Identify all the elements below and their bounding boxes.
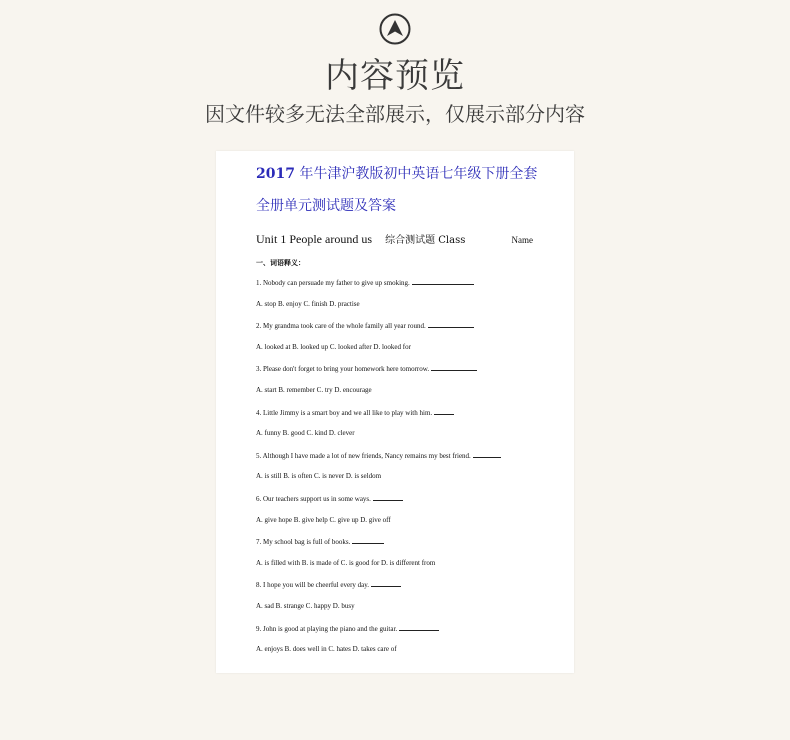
question-line bbox=[256, 321, 474, 330]
answer-options-line bbox=[256, 516, 391, 524]
page-title: 内容预览 bbox=[325, 56, 465, 96]
section-label: 一、词语释义： bbox=[256, 258, 305, 267]
unit-name-label: Name bbox=[511, 235, 534, 245]
document-heading-year: 2017 bbox=[256, 166, 295, 182]
question-line bbox=[256, 537, 384, 546]
page-subtitle: 因文件较多无法全部展示，仅展示部分内容 bbox=[205, 102, 585, 126]
up-arrow-circle-icon bbox=[379, 13, 411, 45]
question-text: 1. Nobody can persuade my father to give up smoking. bbox=[256, 279, 410, 287]
answer-options-text: A. sad B. strange C. happy D. busy bbox=[256, 602, 355, 610]
question-line bbox=[256, 364, 477, 373]
answer-options-line bbox=[256, 645, 397, 653]
answer-options-line bbox=[256, 386, 372, 394]
answer-options-text: A. give hope B. give help C. give up D. give off bbox=[256, 515, 391, 524]
question-text: 9. John is good at playing the piano and the guitar. bbox=[256, 624, 398, 633]
answer-options-line bbox=[256, 343, 411, 351]
answer-blank bbox=[352, 537, 384, 544]
question-line bbox=[256, 580, 401, 589]
question-text: 5. Although I have made a lot of new friends, Nancy remains my best friend. bbox=[256, 451, 471, 460]
answer-options-text: A. stop B. enjoy C. finish D. practise bbox=[256, 299, 360, 308]
answer-options-line bbox=[256, 429, 355, 437]
question-line bbox=[256, 494, 403, 503]
answer-blank bbox=[473, 451, 501, 458]
unit-subtitle: 综合测试题 Class bbox=[385, 235, 466, 246]
answer-options-text: A. is still B. is often C. is never D. is seldom bbox=[256, 472, 382, 481]
answer-options-text: A. funny B. good C. kind D. clever bbox=[256, 429, 355, 438]
answer-options-line bbox=[256, 602, 355, 610]
question-text: 6. Our teachers support us in some ways. bbox=[256, 495, 371, 503]
answer-blank bbox=[431, 364, 477, 371]
question-text: 7. My school bag is full of books. bbox=[256, 538, 351, 547]
unit-title: Unit 1 People around us bbox=[256, 232, 372, 246]
answer-blank bbox=[399, 624, 439, 631]
answer-blank bbox=[428, 321, 474, 328]
answer-options-text: A. enjoys B. does well in C. hates D. takes care of bbox=[256, 645, 397, 654]
answer-options-text: A. start B. remember C. try D. encourage bbox=[256, 386, 372, 394]
answer-blank bbox=[373, 494, 403, 501]
document-heading-line-2: 全册单元测试题及答案 bbox=[256, 198, 396, 214]
answer-blank bbox=[434, 408, 454, 415]
answer-options-line bbox=[256, 300, 360, 308]
answer-blank bbox=[371, 580, 401, 587]
document-heading-line-1 bbox=[256, 163, 537, 183]
question-line bbox=[256, 451, 501, 460]
question-line bbox=[256, 278, 474, 287]
question-line bbox=[256, 408, 454, 417]
unit-header bbox=[256, 228, 533, 247]
question-text: 4. Little Jimmy is a smart boy and we all like to play with him. bbox=[256, 408, 433, 417]
answer-options-text: A. looked at B. looked up C. looked after D. looked for bbox=[256, 342, 411, 351]
question-text: 8. I hope you will be cheerful every day. bbox=[256, 581, 370, 590]
document-heading-line-1-text: 年牛津沪教版初中英语七年级下册全套 bbox=[294, 166, 538, 182]
answer-options-text: A. is filled with B. is made of C. is good for D. is different from bbox=[256, 558, 436, 567]
answer-blank bbox=[412, 278, 474, 285]
answer-options-line bbox=[256, 559, 435, 567]
question-text: 3. Please don't forget to bring your homework here tomorrow. bbox=[256, 365, 430, 374]
question-text: 2. My grandma took care of the whole family all year round. bbox=[256, 322, 426, 331]
question-line bbox=[256, 624, 439, 633]
document-preview bbox=[216, 151, 574, 673]
answer-options-line bbox=[256, 472, 381, 480]
